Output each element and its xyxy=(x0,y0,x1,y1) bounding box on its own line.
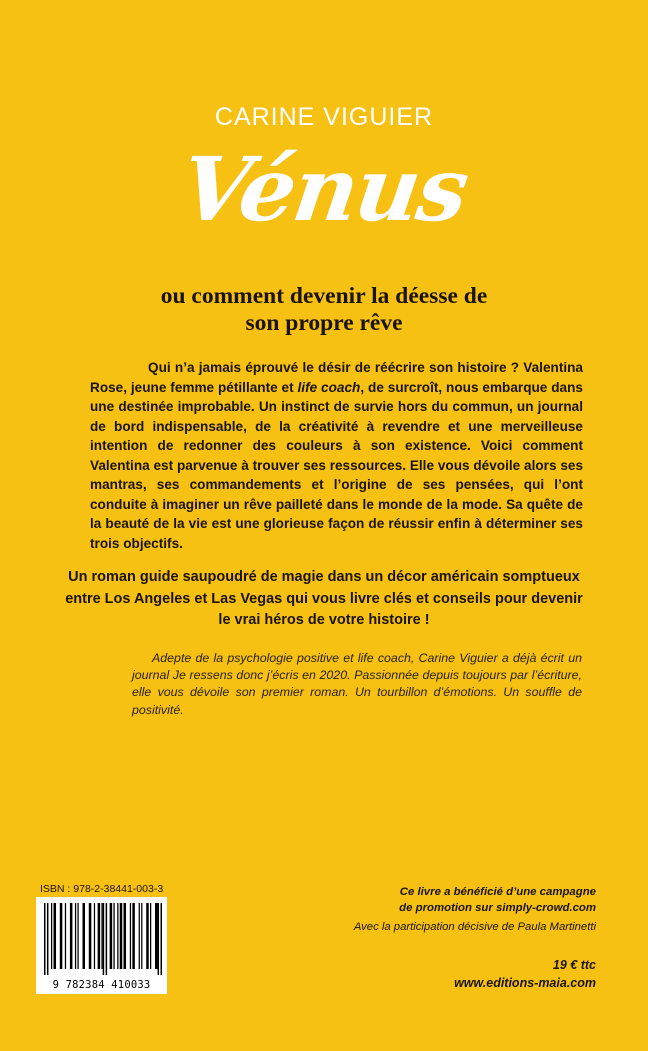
author-name: CARINE VIGUIER xyxy=(214,103,434,131)
barcode-bar xyxy=(77,903,78,969)
barcode-bar xyxy=(51,903,52,969)
synopsis-life-coach: life coach xyxy=(297,379,361,395)
promotion-line-1: Ce livre a bénéficié d’une campagne xyxy=(399,886,596,898)
book-title: Vénus xyxy=(174,137,474,241)
barcode-bar xyxy=(101,903,102,969)
barcode-bar xyxy=(146,903,149,969)
barcode-bar xyxy=(82,903,85,969)
barcode-guard-bar xyxy=(103,903,104,975)
barcode-bar xyxy=(113,903,114,969)
barcode-bar xyxy=(75,903,76,969)
promotion-note xyxy=(399,884,596,916)
barcode xyxy=(36,897,167,994)
barcode-guard-bar xyxy=(161,903,162,975)
isbn-label: ISBN : 978-2-38441-003-3 xyxy=(40,883,164,895)
barcode-guard-bar xyxy=(106,903,107,975)
barcode-bar xyxy=(53,903,56,969)
barcode-bar xyxy=(117,903,118,969)
barcode-bar xyxy=(124,903,127,969)
barcode-bar xyxy=(70,903,73,969)
synopsis-text-part1: Qui n’a jamais éprouvé le désir de réécrire son histoire ? Valentina Rose, jeune femme pétillante et xyxy=(90,360,583,395)
promotion-line-2: de promotion sur simply-crowd.com xyxy=(399,902,596,914)
author-bio xyxy=(132,650,582,719)
barcode-bars xyxy=(44,903,162,975)
tagline: Un roman guide saupoudré de magie dans un décor américain somptueux entre Los Angeles et Las Vegas qui vous livre clés et conseils pour devenir le vrai héros de votre histoire ! xyxy=(65,569,583,628)
synopsis-paragraph xyxy=(90,358,583,553)
publisher-website: www.editions-maia.com xyxy=(454,976,596,990)
barcode-bar xyxy=(94,903,95,969)
barcode-guard-bar xyxy=(44,903,45,975)
barcode-bar xyxy=(155,903,158,969)
barcode-bar xyxy=(98,903,101,969)
barcode-bar xyxy=(60,903,63,969)
price: 19 € ttc xyxy=(552,958,596,972)
synopsis-text-part2: , de surcroît, nous embarque dans une destinée improbable. Un instinct de survie hors du commun, un journal de bord indispensable, de la créativité à revendre et une merveilleuse intention de redonner des couleurs à son existence. Voici comment Valentina est parvenue à trouver ses ressources. Elle vous dévoile alors ses mantras, ses commandements et l’origine de ses pensées, qui l’ont conduite à imaginer un rêve pailleté dans le monde de la mode. Sa quête de la beauté de la vie est une glorieuse façon de réussir enfin à déterminer ses trois objectifs. xyxy=(90,379,583,551)
barcode-bar xyxy=(150,903,151,969)
barcode-bar xyxy=(130,903,131,969)
barcode-bar xyxy=(139,903,140,969)
barcode-digits: 9 782384 410033 xyxy=(52,979,151,991)
barcode-guard-bar xyxy=(158,903,159,975)
barcode-guard-bar xyxy=(47,903,48,975)
barcode-bar xyxy=(120,903,123,969)
barcode-bar xyxy=(89,903,92,969)
book-subtitle xyxy=(0,283,648,337)
participation-note: Avec la participation décisive de Paula Martinetti xyxy=(353,921,596,933)
synopsis xyxy=(90,358,583,553)
subtitle-line-1: ou comment devenir la déesse de xyxy=(160,283,488,309)
barcode-bar xyxy=(141,903,142,969)
subtitle-line-2: son propre rêve xyxy=(245,310,403,336)
barcode-bar xyxy=(132,903,135,969)
barcode-bar xyxy=(65,903,66,969)
author-bio-text: Adepte de la psychologie positive et life coach, Carine Viguier a déjà écrit un journal Je ressens donc j’écris en 2020. Passionnée depuis toujours par l’écriture, elle vous dévoile son premier roman. Un tourbillon d’émotions. Un souffle de positivité. xyxy=(132,651,582,717)
barcode-bar xyxy=(110,903,113,969)
